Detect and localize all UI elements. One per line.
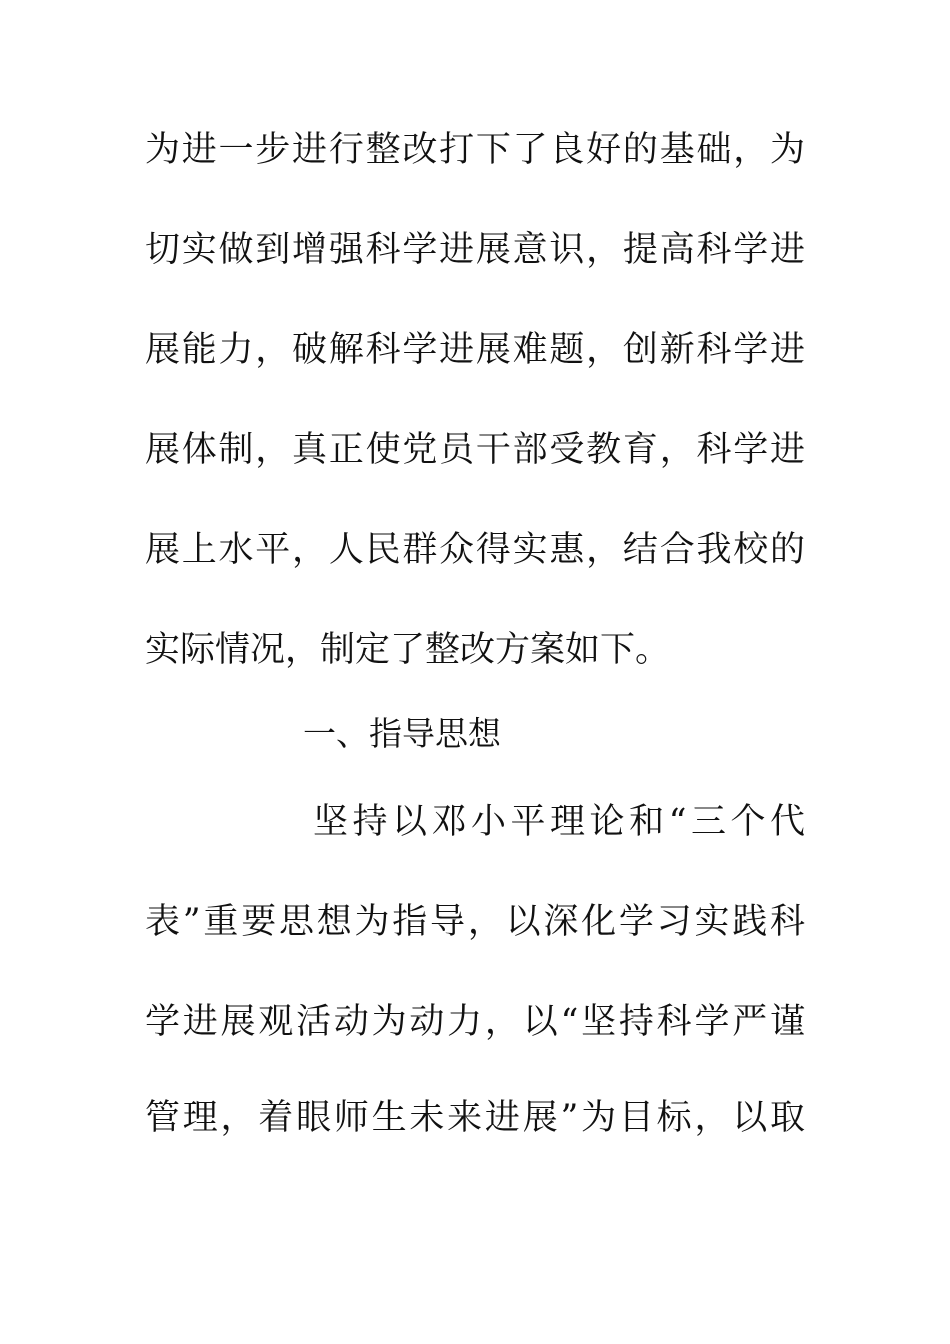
paragraph-line: 管理，着眼师生未来进展”为目标，以取: [145, 1098, 805, 1138]
section-heading: 一、指导思想: [303, 714, 501, 753]
paragraph-line: 表”重要思想为指导，以深化学习实践科: [145, 902, 805, 942]
paragraph-line: 为进一步进行整改打下了良好的基础，为: [145, 130, 805, 170]
paragraph-line: 展上水平，人民群众得实惠，结合我校的: [145, 530, 805, 570]
paragraph-line: 坚持以邓小平理论和“三个代: [313, 802, 805, 842]
paragraph-line: 实际情况，制定了整改方案如下。: [145, 630, 671, 670]
paragraph-line: 切实做到增强科学进展意识，提高科学进: [145, 230, 805, 270]
paragraph-line: 学进展观活动为动力，以“坚持科学严谨: [145, 1002, 805, 1042]
paragraph-line: 展能力，破解科学进展难题，创新科学进: [145, 330, 805, 370]
paragraph-line: 展体制，真正使党员干部受教育，科学进: [145, 430, 805, 470]
